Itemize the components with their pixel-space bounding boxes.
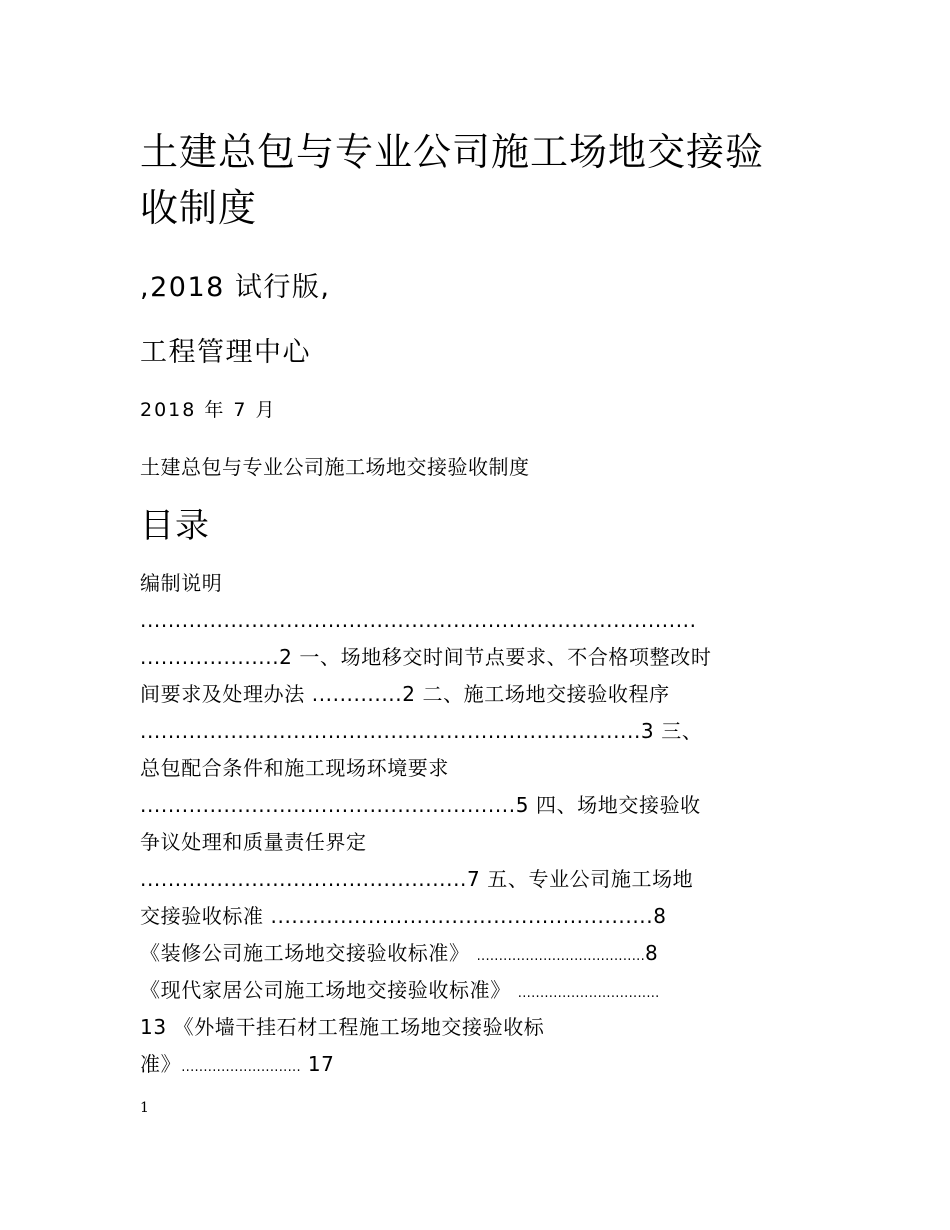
toc-dots: ........................... — [181, 1060, 301, 1075]
toc-line — [140, 1046, 711, 1083]
department-label: 工程管理中心 — [140, 337, 311, 368]
toc-heading: 目录 — [140, 506, 210, 546]
toc-line: 间要求及处理办法 .............2 二、施工场地交接验收程序 — [140, 682, 670, 706]
toc-line — [140, 935, 711, 972]
toc-entry-text: 《装修公司施工场地交接验收标准》 — [140, 941, 470, 965]
toc-line: ......................................................5 四、场地交接验收 — [140, 793, 701, 817]
toc-line: 争议处理和质量责任界定 — [140, 830, 367, 854]
document-subtitle: 土建总包与专业公司施工场地交接验收制度 — [140, 455, 530, 479]
toc-entry-text: 准》 — [140, 1052, 182, 1076]
toc-dots: ...................................... — [476, 949, 646, 964]
title-line-2: 收制度 — [140, 186, 258, 230]
toc-line — [140, 972, 711, 1009]
page-number: 1 — [140, 1100, 149, 1116]
toc-page-number: 17 — [300, 1052, 335, 1076]
toc-line: 交接验收标准 .......................................................8 — [140, 904, 667, 928]
toc-line: ........................................................................3 三、 — [140, 719, 703, 743]
toc-line: 总包配合条件和施工现场环境要求 — [140, 756, 449, 780]
toc-line: ................................................................................ — [140, 608, 697, 632]
toc-line: ...............................................7 五、专业公司施工场地 — [140, 867, 694, 891]
table-of-contents — [140, 565, 711, 1083]
toc-line: 编制说明 — [140, 571, 223, 595]
title-line-1: 土建总包与专业公司施工场地交接验 — [140, 130, 765, 174]
document-title — [140, 124, 764, 236]
toc-dots: ................................ — [517, 986, 660, 1001]
toc-line: 13 《外墙干挂石材工程施工场地交接验收标 — [140, 1015, 545, 1039]
toc-page-number: 8 — [645, 941, 659, 965]
edition-label: ,2018 试行版, — [140, 272, 331, 303]
toc-line: ....................2 一、场地移交时间节点要求、不合格项整改时 — [140, 645, 712, 669]
toc-entry-text: 《现代家居公司施工场地交接验收标准》 — [140, 978, 511, 1002]
date-label: 2018 年 7 月 — [140, 399, 277, 421]
